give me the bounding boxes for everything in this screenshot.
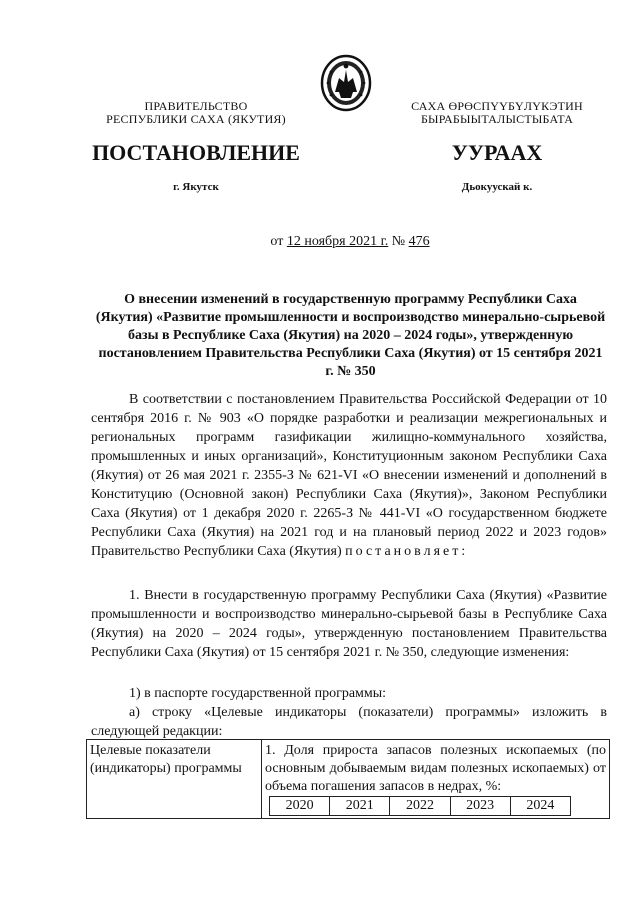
gov-right-line2: БЫРАБЫЫТАЛЫСТЫБАТА <box>420 112 574 126</box>
decree-word: постановляет: <box>345 544 469 559</box>
document-title: О внесении изменений в государственную программу Республики Саха (Якутия) «Развитие промышленности и воспроизводство минерально-сырьевой базы в Республике Саха (Якутия) на 2020 – 2024 годы», утвержденную постановлением Правительства Республики Саха (Якутия) от 15 сентября 2021 г. № 350 <box>95 292 606 379</box>
doctype-right: УУРААХ <box>451 140 543 165</box>
indicators-table <box>86 739 610 819</box>
paragraph-preamble <box>91 390 607 561</box>
table-content-cell <box>262 740 610 819</box>
year-cell: 2020 <box>270 797 330 816</box>
document-date: 12 ноября 2021 г. <box>286 234 389 249</box>
year-cell: 2023 <box>450 797 510 816</box>
date-line <box>90 234 610 250</box>
city-left: г. Якутск <box>173 181 219 193</box>
years-row <box>270 797 571 816</box>
indicator-text: 1. Доля прироста запасов полезных ископаемых (по основным добываемым видам полезных ископаемых) от объема погашения запасов в недрах, %: <box>265 743 606 794</box>
preamble-text: В соответствии с постановлением Правительства Российской Федерации от 10 сентября 2016 г. № 903 «О порядке разработки и реализации межрегиональных и региональных программ газификации жилищно-коммунального хозяйства, промышленных и иных организаций», Конституционным законом Республики Саха (Якутия) от 26 мая 2021 г. 2355-З № 621-VI «О внесении изменений и дополнений в Конституцию (Основной закон) Республики Саха (Якутия)», Законом Республики Саха (Якутия) от 1 декабря 2020 г. 2265-З № 441-VI «О государственном бюджете Республики Саха (Якутия) на 2021 год и на плановый период 2022 и 2023 годов» Правительство Республики Саха (Якутия) <box>91 392 607 559</box>
table-label-cell: Целевые показатели (индикаторы) программы <box>87 740 262 819</box>
date-prefix: от <box>270 234 284 249</box>
year-cell: 2024 <box>510 797 570 816</box>
city-right: Дьокуускай к. <box>461 181 533 193</box>
number-sign: № <box>391 234 406 249</box>
gov-left-line1: ПРАВИТЕЛЬСТВО <box>144 99 248 113</box>
gov-right-line1: САХА ӨРӨСПҮҮБҮЛҮКЭТИН <box>411 99 583 113</box>
coat-of-arms-emblem <box>319 52 373 114</box>
year-cell: 2022 <box>390 797 450 816</box>
year-cell: 2021 <box>330 797 390 816</box>
gov-left-line2: РЕСПУБЛИКИ САХА (ЯКУТИЯ) <box>106 112 286 126</box>
document-number: 476 <box>408 234 430 249</box>
paragraph-subitem-a: а) строку «Целевые индикаторы (показатели) программы» изложить в следующей редакции: <box>91 705 607 739</box>
years-table <box>269 796 571 816</box>
table-row <box>87 740 610 819</box>
paragraph-subitem-1: 1) в паспорте государственной программы: <box>129 686 387 701</box>
government-name-left <box>80 100 312 126</box>
paragraph-item-1: 1. Внести в государственную программу Республики Саха (Якутия) «Развитие промышленности и воспроизводство минерально-сырьевой базы в Республике Саха (Якутия) на 2020 – 2024 годы», утвержденную постановлением Правительства Республики Саха (Якутия) от 15 сентября 2021 г. № 350, следующие изменения: <box>91 588 607 660</box>
doctype-left: ПОСТАНОВЛЕНИЕ <box>92 140 300 165</box>
government-name-right <box>382 100 612 126</box>
